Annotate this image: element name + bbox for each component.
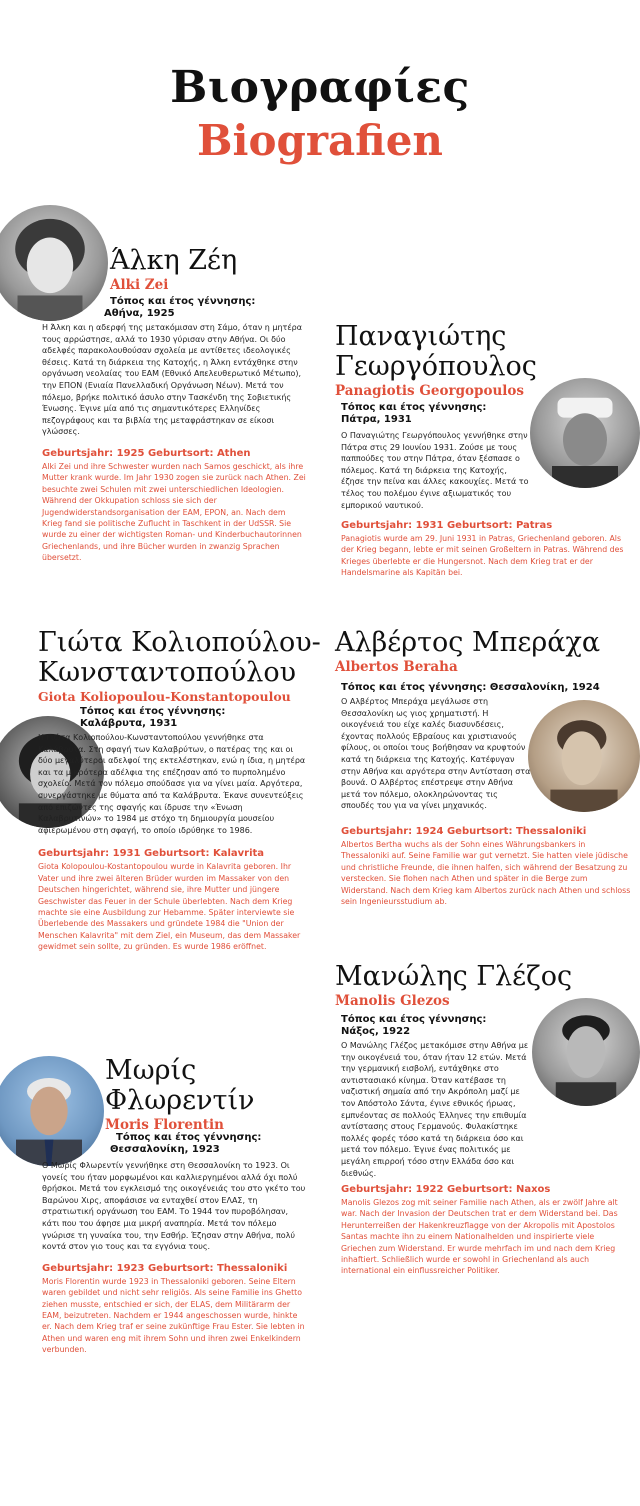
bio-text-greek: Ο Μανώλης Γλέζος μετακόμισε στην Αθήνα με την οικογένειά του, όταν ήταν 12 ετών. Μετά την γερμανική εισβολή, εντάχθηκε στο αντιστασιακό κίνημα. Όταν κατέβασε τη ναζιστική σημαία από την Ακρόπολη μαζί με τον Απόστολο Σάντα, έγινε εθνικός ήρωας, εμπνέοντας σε πολλούς Έλληνες την επιθυμία αντίστασης στους Γερμανούς. Φυλακίστηκε πολλές φορές τόσο κατά τη διάρκεια όσο και μετά τον πόλεμο. Έγινε ένας πολιτικός με μεγάλη επιρροή τόσο στην Ελλάδα όσο και διεθνώς. [341, 1041, 529, 1178]
birth-label: Τόπος και έτος γέννησης: [110, 296, 256, 307]
bio-heading-german: Geburtsjahr: 1924 Geburtsort: Thessaloniki [341, 826, 587, 837]
name-german: Albertos Beraha [335, 659, 458, 675]
bio-text-german: Albertos Bertha wuchs als der Sohn eines Währungsbankers in Thessaloniki auf. Seine Familie war gut vernetzt. Sie hatten viele jüdische und christliche Freunde, die ihnen halfen, sich während der Besatzung zu verstecken. Sie flohen nach Athen und später in die Berge zum Widerstand. Nach dem Krieg kam Albertos zurück nach Athen und schloss sein Ingenieursstudium ab. [341, 840, 631, 907]
bio-heading-german: Geburtsjahr: 1922 Geburtsort: Naxos [341, 1184, 551, 1195]
bio-text-german: Moris Florentin wurde 1923 in Thessaloniki geboren. Seine Eltern waren gebildet und nicht sehr religiös. Als seine Familie ins Ghetto ziehen musste, entschied er sich, der ELAS, dem Militärarm der EAM, beizutreten. Nachdem er 1944 angeschossen wurde, hinkte er. Nach dem Krieg traf er seine zukünftige Frau Ester. Sie lebten in Athen und waren eng mit ihrem Sohn und ihren zwei Enkelkindern verbunden. [42, 1276, 305, 1355]
name-german: Alki Zei [110, 277, 169, 293]
bio-alki-zei [110, 246, 320, 293]
bio-heading-german: Geburtsjahr: 1925 Geburtsort: Athen [42, 447, 251, 459]
bio-heading-german: Geburtsjahr: 1931 Geburtsort: Kalavrita [38, 848, 265, 860]
name-german: Giota Koliopoulou-Konstantopoulou [38, 689, 291, 704]
bio-text-greek: Η Άλκη και η αδερφή της μετακόμισαν στη Σάμο, όταν η μητέρα τους αρρώστησε, αλλά το 1930 γύρισαν στην Αθήνα. Οι δύο αδελφές παρακολουθούσαν σχολεία με αντίθετες ιδεολογικές θέσεις. Κατά τη διάρκεια της Κατοχής, η Άλκη εντάχθηκε στην οργάνωση νεολαίας του ΕΑΜ (Εθνικό Απελευθερωτικό Μέτωπο), την ΕΠΟΝ (Ενιαία Πανελλαδική Οργάνωση Νέων). Μετά τον πόλεμο, βρήκε πολιτικό άσυλο στην Τασκένδη της Σοβιετικής Ένωσης. Έγινε μία από τις σημαντικότερες Ελληνίδες πεζογράφους και τα βιβλία της μεταφράστηκαν σε είκοσι γλώσσες. [42, 323, 303, 437]
name-greek: Άλκη Ζέη [110, 245, 238, 276]
bio-text-german: Alki Zei und ihre Schwester wurden nach Samos geschickt, als ihre Mutter krank wurde. Im Jahr 1930 zogen sie zurück nach Athen. Zei besuchte zwei Schulen mit zwei unterschiedlichen Ideologien. Während der Okkupation schloss sie sich der Jugendwiderstandsorganisation der EAM, EPON, an. Nach dem Krieg fand sie politische Zuflucht in Taschkent in der UdSSR. Sie wurde zu einer der wichtigsten Roman- und Kinderbuchautorinnen Griechenlands, und ihre Bücher wurden in zwanzig Sprachen übersetzt. [42, 461, 306, 563]
page-title-greek: Βιογραφίες [170, 62, 470, 113]
birth-label: Τόπος και έτος γέννησης: [80, 706, 226, 717]
name-german: Panagiotis Georgopoulos [335, 383, 525, 399]
name-greek: Αλβέρτος Μπεράχα [335, 627, 601, 658]
name-german: Moris Florentin [105, 1117, 224, 1133]
page-title-german: Biografien [197, 116, 443, 165]
birth-label: Τόπος και έτος γέννησης: [341, 1014, 487, 1025]
bio-heading-german: Geburtsjahr: 1931 Geburtsort: Patras [341, 520, 553, 531]
name-greek: Γιώτα Κολιοπούλου-Κωνσταντοπούλου [38, 627, 321, 688]
bio-text-greek: Ο Αλβέρτος Μπεράχα μεγάλωσε στη Θεσσαλονίκη ως γιος χρηματιστή. Η οικογένειά του είχε καλές διασυνδέσεις, έχοντας πολλούς Εβραίους και χριστιανούς φίλους, οι οποίοι τους βοήθησαν να κρυφτούν κατά τη διάρκεια της Κατοχής. Κατέφυγαν στην Αθήνα και αργότερα στην Αντίσταση στα βουνά. Ο Αλβέρτος επέστρεψε στην Αθήνα μετά τον πόλεμο, ολοκληρώνοντας τις σπουδές του για να γίνει μηχανικός. [341, 697, 531, 811]
alki-zei-photo [0, 205, 108, 321]
bio-text-greek: Ο Παναγιώτης Γεωργόπουλος γεννήθηκε στην Πάτρα στις 29 Ιουνίου 1931. Ζούσε με τους παππούδες του στην Πάτρα, όταν ξέσπασε ο πόλεμος. Κατά τη διάρκεια της Κατοχής, έζησε την πείνα και άλλες κακουχίες. Μετά το τέλος του πολέμου έγινε αξιωματικός του εμπορικού ναυτικού. [341, 431, 529, 510]
bio-moris-florentin [105, 1056, 315, 1133]
bio-text-german: Panagiotis wurde am 29. Juni 1931 in Patras, Griechenland geboren. Als der Krieg begann, lebte er mit seinen Großeltern in Patras. Während des Krieges überlebte er die Hungersnot. Nach dem Krieg trat er der Handelsmarine als Kapitän bei. [341, 534, 624, 578]
birth-value: Αθήνα, 1925 [104, 308, 175, 319]
birth-value: Πάτρα, 1931 [341, 414, 412, 425]
bio-giota-koliopoulou [38, 628, 328, 704]
birth-label: Τόπος και έτος γέννησης: [341, 402, 487, 413]
name-greek: Μανώλης Γλέζος [335, 961, 573, 992]
name-greek: Μωρίς Φλωρεντίν [105, 1055, 255, 1116]
birth-value: Θεσσαλονίκη, 1923 [110, 1144, 220, 1155]
bio-text-german: Manolis Glezos zog mit seiner Familie nach Athen, als er zwölf Jahre alt war. Nach der Invasion der Deutschen trat er dem Widerstand bei. Das Herunterreißen der Hakenkreuzflagge von der Akropolis mit Apostolos Santas machte ihn zu einem Nationalhelden und inspirierte viele Griechen zum Widerstand. Er wurde mehrfach im und nach dem Krieg inhaftiert. Schließlich wurde er sowohl in Griechenland als auch international ein einflussreicher Politiker. [341, 1198, 618, 1276]
bio-text-greek: Η Γιώτα Κολιοπούλου-Κωνσταντοπούλου γεννήθηκε στα Καλάβρυτα. Στη σφαγή των Καλαβρύτων, ο πατέρας της και οι δύο μεγαλύτεροι αδελφοί της εκτελέστηκαν, ενώ η ίδια, η μητέρα και τα μικρότερα αδέλφια της επέζησαν από το πυρπολημένο σχολείο. Μετά τον πόλεμο σπούδασε για να γίνει μαία. Αργότερα, συνεργάστηκε με θύματα από τα Καλάβρυτα. Έκανε συνεντεύξεις από επιζώντες της σφαγής και ίδρυσε την «Ένωση Καλαβρυτινών» το 1984 με στόχο τη δημιουργία μουσείου αφιερωμένου στη σφαγή, το οποίο ιδρύθηκε το 1986. [38, 733, 306, 835]
bio-heading-german: Geburtsjahr: 1923 Geburtsort: Thessaloniki [42, 1262, 288, 1274]
bio-text-greek: Ο Μωρίς Φλωρεντίν γεννήθηκε στη Θεσσαλονίκη το 1923. Οι γονείς του ήταν μορφωμένοι και καλλιεργημένοι αλλά όχι πολύ θρήσκοι. Μετά τον εγκλεισμό της οικογένειάς του στο γκέτο του Βαρώνου Χιρς, αποφάσισε να ενταχθεί στον ΕΛΑΣ, τη στρατιωτική οργάνωση του ΕΑΜ. Το 1944 τον πυροβόλησαν, κάτι που του άφησε μια μικρή αναπηρία. Μετά τον πόλεμο γνώρισε τη γυναίκα του, την Εσθήρ. Έζησαν στην Αθήνα, πολύ κοντά στον γιο τους και τα εγγόνια τους. [42, 1161, 306, 1252]
bio-albertos-beraha [335, 628, 635, 675]
name-greek: Παναγιώτης Γεωργόπουλος [335, 321, 537, 382]
moris-florentin-photo [0, 1056, 104, 1166]
name-german: Manolis Glezos [335, 993, 450, 1009]
birth-label: Τόπος και έτος γέννησης: Θεσσαλονίκη, 1924 [341, 682, 600, 693]
birth-value: Καλάβρυτα, 1931 [80, 718, 178, 729]
bio-text-german: Giota Kolopoulou-Kostantopoulou wurde in Kalavrita geboren. Ihr Vater und ihre zwei älteren Brüder wurden im Massaker von den Deutschen hingerichtet, während sie, ihre Mutter und jüngere Geschwister das Feuer in der Schule überlebten. Nach dem Krieg machte sie eine Ausbildung zur Hebamme. Später interviewte sie Überlebende des Massakers und gründete 1984 die "Union der Menschen Kalavrita" mit dem Ziel, ein Museum, das dem Massaker gewidmet sein sollte, zu gründen. Es wurde 1986 eröffnet. [38, 862, 301, 952]
birth-label: Τόπος και έτος γέννησης: [116, 1132, 262, 1143]
albertos-beraha-photo [528, 700, 640, 812]
birth-value: Νάξος, 1922 [341, 1026, 411, 1037]
panagiotis-georgopoulos-photo [530, 378, 640, 488]
